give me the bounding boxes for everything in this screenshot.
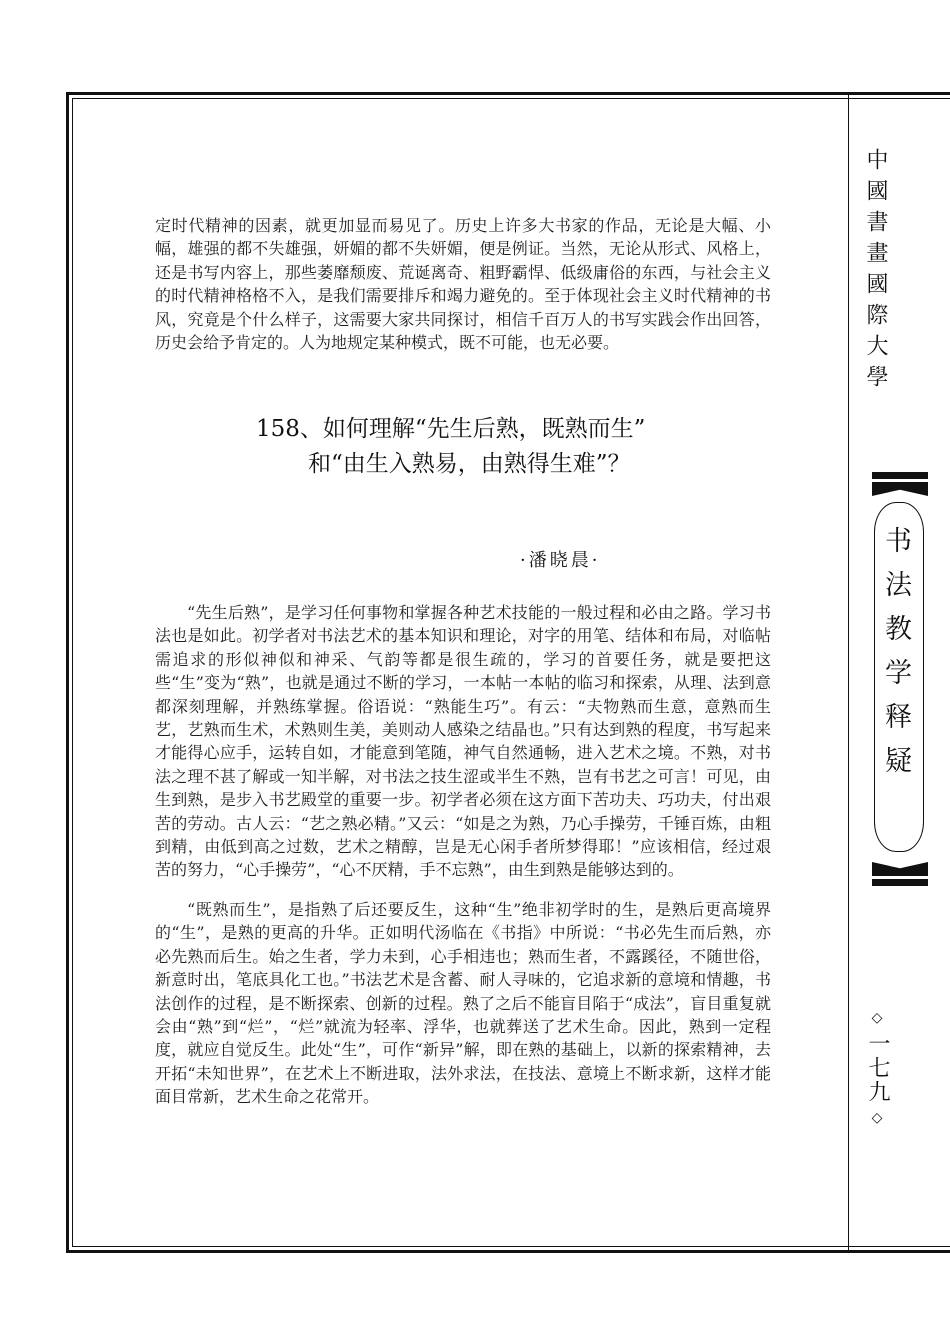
diamond-icon: ◇ bbox=[871, 1010, 883, 1026]
panel-cap-top-ornament bbox=[872, 482, 928, 496]
author-name: ·潘晓晨· bbox=[520, 550, 601, 571]
section-heading bbox=[200, 412, 740, 482]
body-paragraph-2: “既熟而生”，是指熟了后还要反生，这种“生”绝非初学时的生，是熟后更高境界的“生”，是熟的更高的升华。正如明代汤临在《书指》中所说：“书必先生而后熟，亦必先熟而后生。始之生者，学力未到，心手相违也；熟而生者，不露蹊径，不随世俗，新意时出，笔底具化工也。”书法艺术是含蓄、耐人寻味的，它追求新的意境和情趣，书法创作的过程，是不断探索、创新的过程。熟了之后不能盲目陷于“成法”，盲目重复就会由“熟”到“烂”，“烂”就流为轻率、浮华，也就葬送了艺术生命。因此，熟到一定程度，就应自觉反生。此处“生”，可作“新异”解，即在熟的基础上，以新的探索精神，去开拓“未知世界”，在艺术上不断进取，法外求法，在技法、意境上不断求新，这样才能面目常新，艺术生命之花常开。 bbox=[155, 900, 771, 1107]
university-name: 中國書畫國際大學 bbox=[863, 148, 888, 396]
section-heading-line2: 和“由生入熟易，由熟得生难”？ bbox=[308, 451, 631, 477]
diamond-icon: ◇ bbox=[871, 1110, 883, 1126]
panel-cap-top-bar bbox=[872, 472, 928, 479]
intro-paragraph: 定时代精神的因素，就更加显而易见了。历史上许多大书家的作品，无论是大幅、小幅，雄强的都不失雄强，妍媚的都不失妍媚，便是例证。当然，无论从形式、风格上，还是书写内容上，那些萎靡颓废、荒诞离奇、粗野霸悍、低级庸俗的东西，与社会主义的时代精神格格不入，是我们需要排斥和竭力避免的。至于体现社会主义时代精神的书风，究竟是个什么样子，这需要大家共同探讨，相信千百万人的书写实践会作出回答，历史会给予肯定的。人为地规定某种模式，既不可能，也无必要。 bbox=[155, 216, 771, 353]
page-number-block bbox=[862, 1010, 892, 1126]
body-paragraph-1: “先生后熟”，是学习任何事物和掌握各种艺术技能的一般过程和必由之路。学习书法也是如此。初学者对书法艺术的基本知识和理论，对字的用笔、结体和布局，对临帖需追求的形似神似和神采、气韵等都是很生疏的，学习的首要任务，就是要把这些“生”变为“熟”，也就是通过不断的学习，一本帖一本帖的临习和探索，从理、法到意都深刻理解，并熟练掌握。俗语说：“熟能生巧”。有云：“夫物熟而生意，意熟而生艺，艺熟而生术，术熟则生美，美则动人感染之结晶也。”只有达到熟的程度，书写起来才能得心应手，运转自如，才能意到笔随，神气自然通畅，进入艺术之境。不熟，对书法之理不甚了解或一知半解，对书法之技生涩或半生不熟，岂有书艺之可言！可见，由生到熟，是步入书艺殿堂的重要一步。初学者必须在这方面下苦功夫、巧功夫，付出艰苦的劳动。古人云：“艺之熟必精。”又云：“如是之为熟，乃心手操劳，千锤百炼，由粗到精，由低到高之过数，艺术之精醇，岂是无心闲手者所梦得耶！”应该相信，经过艰苦的努力，“心手操劳”，“心不厌精，手不忘熟”，由生到熟是能够达到的。 bbox=[155, 603, 771, 880]
sidebar-divider bbox=[848, 95, 849, 1250]
panel-cap-bottom-ornament bbox=[872, 862, 928, 876]
page-number: 一七九 bbox=[865, 1032, 890, 1104]
book-title: 书法教学释疑 bbox=[880, 526, 911, 790]
section-heading-line1: 158、如何理解“先生后熟，既熟而生” bbox=[256, 416, 646, 442]
panel-cap-bottom-bar bbox=[872, 879, 928, 886]
